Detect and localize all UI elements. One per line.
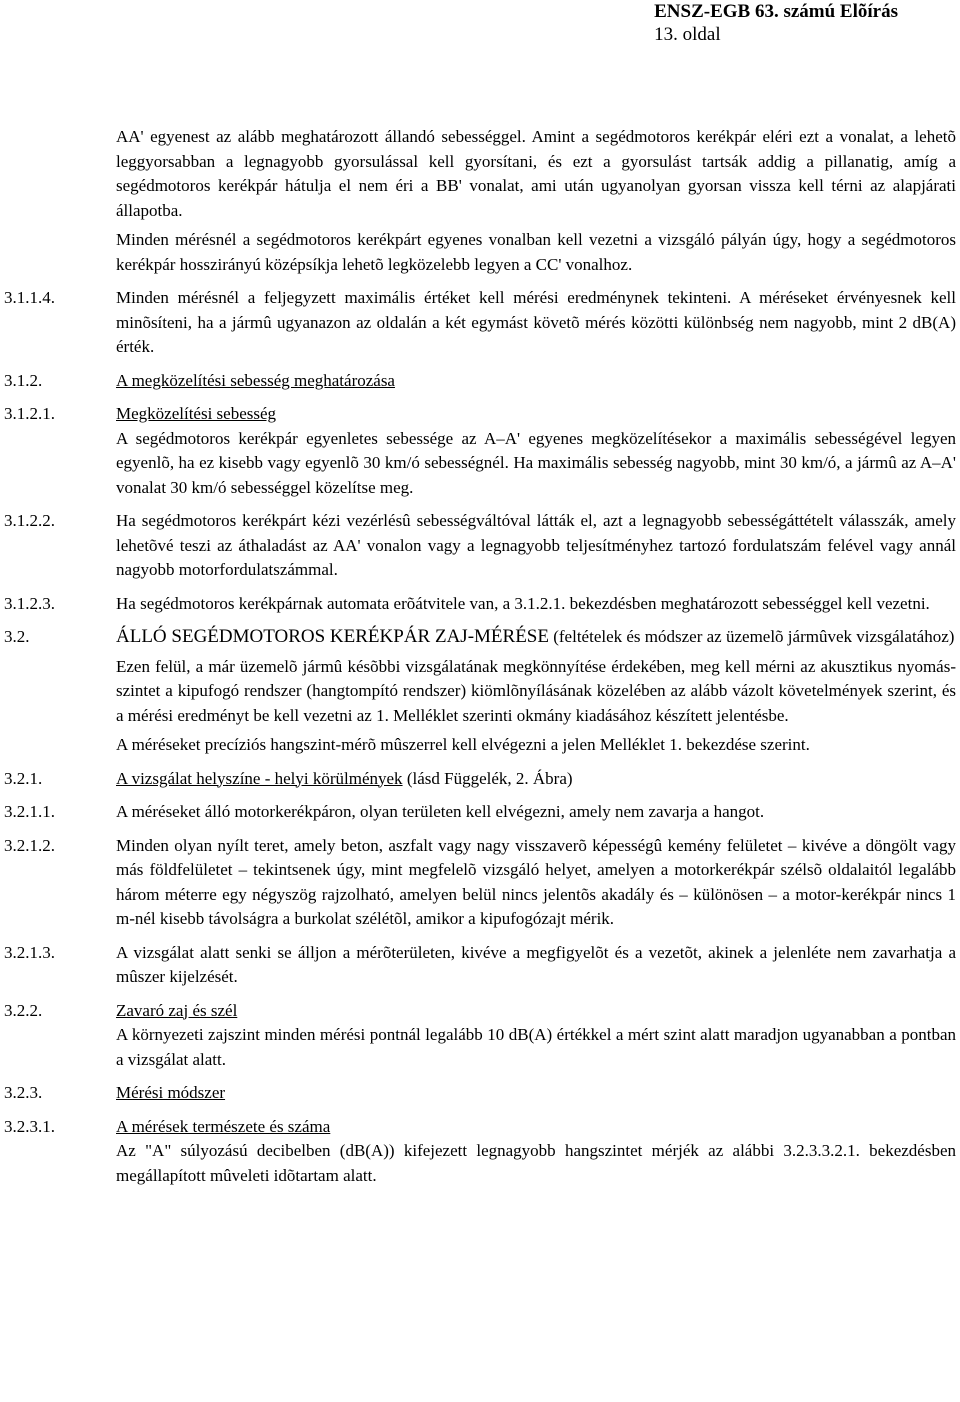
section-heading: Megközelítési sebesség	[116, 404, 277, 423]
section-3-2-text-1: Ezen felül, a már üzemelõ jármû késõbbi vizsgálatának megkönnyítése érdekében, meg kell mérni az akusztikus nyomás-szintet a kipufogó rendszer (hangtompító rendszer) kiömlõnyílásának közelében az alább vázolt követelmények szerint, és a mérési eredményt be kell vezetni az 1. Melléklet szerinti okmány kiadásához készített jelentésbe.	[116, 656, 956, 725]
paragraph-cc-line: Minden mérésnél a segédmotoros kerékpárt egyenes vonalban kell vezetni a vizsgáló pályán úgy, hogy a segédmotoros kerékpár hosszirányú középsíkja lehetõ legközelebb legyen a CC' vonalhoz.	[116, 230, 956, 274]
section-3-1-2-1	[4, 402, 956, 500]
section-text: Ha segédmotoros kerékpárnak automata erõátvitele van, a 3.1.2.1. bekezdésben meghatározott sebességgel kell vezetni.	[116, 593, 930, 613]
section-number: 3.2.3.	[4, 1083, 43, 1102]
section-text: A környezeti zajszint minden mérési pontnál legalább 10 dB(A) értékkel a mért szint alatt maradjon ugyanabban a pontban a vizsgálat alatt.	[116, 1025, 956, 1069]
section-3-1-1-4	[4, 286, 956, 360]
section-text: A méréseket álló motorkerékpáron, olyan területen kell elvégezni, amely nem zavarja a hangot.	[116, 802, 765, 821]
document-body	[4, 125, 956, 1188]
section-heading-rest: (feltételek és módszer az üzemelõ jármûvek vizsgálatához)	[548, 627, 955, 646]
section-heading: ÁLLÓ SEGÉDMOTOROS KERÉKPÁR ZAJ-MÉRÉSE	[116, 626, 549, 647]
section-3-2-1-2	[4, 834, 956, 932]
section-heading: A mérések természete és száma	[116, 1116, 331, 1136]
section-heading: Zavaró zaj és szél	[116, 1000, 238, 1020]
section-heading-rest: (lásd Függelék, 2. Ábra)	[402, 768, 573, 788]
section-number: 3.1.2.3.	[4, 593, 55, 613]
section-3-2-1-3	[4, 941, 956, 990]
section-number: 3.1.2.2.	[4, 511, 55, 530]
section-heading: Mérési módszer	[116, 1083, 226, 1102]
section-3-2-1	[4, 767, 956, 792]
page-header	[654, 0, 898, 47]
section-number: 3.2.1.2.	[4, 835, 55, 855]
section-number: 3.2.1.	[4, 768, 43, 788]
section-number: 3.2.1.1.	[4, 802, 55, 821]
section-3-1-2	[4, 369, 956, 394]
section-heading: A megközelítési sebesség meghatározása	[116, 370, 395, 390]
section-3-2-3-1	[4, 1115, 956, 1189]
section-number: 3.1.2.1.	[4, 404, 55, 423]
document-title: ENSZ-EGB 63. számú Elõírás	[654, 1, 898, 22]
section-text: A segédmotoros kerékpár egyenletes sebessége az A–A' egyenes megközelítésekor a maximális sebességével legyen egyenlõ, ha ez kisebb vagy egyenlõ 30 km/ó sebességnél. Ha maximális sebesség nagyobb, mint 30 km/ó, a jármû az A–A' vonalat 30 km/ó sebességgel közelítse meg.	[116, 428, 956, 497]
section-3-2-text-2: A méréseket precíziós hangszint-mérõ mûszerrel kell elvégezni a jelen Melléklet 1. bekezdése szerint.	[116, 735, 810, 754]
section-heading: A vizsgálat helyszíne - helyi körülmények	[116, 768, 403, 788]
section-number: 3.2.1.3.	[4, 942, 55, 962]
section-text: A vizsgálat alatt senki se álljon a mérõterületen, kivéve a megfigyelõt és a vezetõt, akinek a jelenléte nem zavarhatja a mûszer kijelzését.	[116, 942, 956, 986]
section-number: 3.1.2.	[4, 370, 43, 390]
page-number: 13. oldal	[654, 24, 721, 45]
section-text: Ha segédmotoros kerékpárt kézi vezérlésû sebességváltóval látták el, azt a legnagyobb sebességáttételt válasszák, amely lehetõvé teszi az áthaladást az AA' vonalon vagy a legnagyobb teljesítményhez tartozó fordulatszám felével vagy annál nagyobb motorfordulatszámmal.	[116, 511, 956, 579]
section-number: 3.2.	[4, 627, 30, 646]
section-3-1-2-3	[4, 592, 956, 617]
section-number: 3.1.1.4.	[4, 288, 55, 307]
section-number: 3.2.3.1.	[4, 1116, 55, 1136]
paragraph-continuation: AA' egyenest az alább meghatározott állandó sebességgel. Amint a segédmotoros kerékpár eléri ezt a vonalat, a lehetõ leggyorsabban a legnagyobb gyorsulással kell gyorsítani, és ezt a gyorsulást tartsák addig a pillanatig, amíg a segédmotoros kerékpár hátulja el nem éri a BB' vonalat, ami után ugyanolyan gyorsan vissza kell térni az alapjárati állapotba.	[116, 127, 956, 220]
section-3-2	[4, 625, 956, 650]
section-text: Minden olyan nyílt teret, amely beton, aszfalt vagy nagy visszaverõ képességû kemény felületet – kivéve a döngölt vagy más földfelületet – tekintsenek úgy, mint megfelelõ vizsgáló helyet, amelyen a motorkerékpár szélsõ oldalaitól legalább három méterre egy négyszög rajzolható, amelyen belül nincs jelentõs akadály és – különösen – a motor-kerékpár nincs 1 m-nél kisebb távolságra a burkolat szélétõl, amikor a kipufogózajt mérik.	[116, 835, 956, 928]
section-3-2-3	[4, 1081, 956, 1106]
section-3-2-1-1	[4, 800, 956, 825]
section-text: Minden mérésnél a feljegyzett maximális értéket kell mérési eredménynek tekinteni. A méréseket érvényesnek kell minõsíteni, ha a jármû ugyanazon az oldalán a két egymást követõ mérés közötti különbség nem nagyobb, mint 2 dB(A) érték.	[116, 288, 956, 356]
section-3-1-2-2	[4, 509, 956, 583]
section-3-2-2	[4, 999, 956, 1073]
section-text: Az "A" súlyozású decibelben (dB(A)) kifejezett legnagyobb hangszintet mérjék az alábbi 3.2.3.3.2.1. bekezdésben megállapított mûveleti idõtartam alatt.	[116, 1141, 956, 1185]
section-number: 3.2.2.	[4, 1000, 43, 1020]
